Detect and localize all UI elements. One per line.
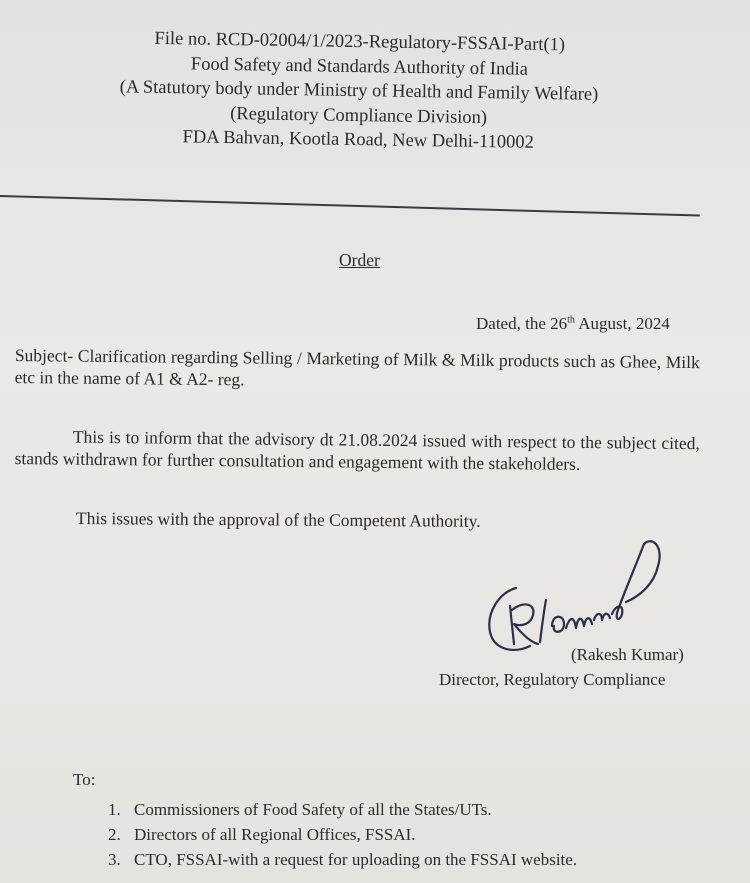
- list-text: CTO, FSSAI-with a request for uploading on the FSSAI website.: [134, 850, 578, 869]
- approval-line: This issues with the approval of the Competent Authority.: [75, 508, 481, 531]
- organization-name: Food Safety and Standards Authority of India: [190, 53, 529, 80]
- date-suffix: August, 2024: [574, 314, 670, 333]
- file-number: File no. RCD-02004/1/2023-Regulatory-FSSAI-Part(1): [154, 28, 566, 56]
- office-address: FDA Bahvan, Kootla Road, New Delhi-110002: [182, 127, 535, 153]
- signature-graphic: [478, 530, 678, 660]
- list-text: Commissioners of Food Safety of all the States/UTs.: [134, 800, 492, 819]
- order-paragraph: This is to inform that the advisory dt 21.08.2024 issued with respect to the subject cited, stands withdrawn for further consultation and engagement with the stakeholders.: [14, 426, 700, 474]
- distribution-list: [108, 797, 577, 872]
- letterhead: [98, 26, 620, 157]
- order-subject: Subject- Clarification regarding Selling / Marketing of Milk & Milk products such as Ghee, Milk etc in the name of A1 & A2- reg.: [14, 344, 700, 390]
- header-divider: [0, 195, 700, 216]
- signatory-name: (Rakesh Kumar): [571, 645, 684, 664]
- list-item: [108, 822, 577, 847]
- division-name: (Regulatory Compliance Division): [230, 103, 488, 128]
- list-number: 3.: [108, 850, 121, 869]
- list-number: 1.: [108, 800, 121, 819]
- order-title: Order: [339, 250, 380, 270]
- list-item: [108, 847, 577, 872]
- list-number: 2.: [108, 825, 121, 844]
- date-superscript: th: [567, 314, 575, 326]
- order-date: [476, 314, 670, 334]
- signatory-designation: Director, Regulatory Compliance: [439, 670, 666, 689]
- list-text: Directors of all Regional Offices, FSSAI.: [134, 825, 416, 844]
- list-item: [108, 797, 577, 822]
- statutory-note: (A Statutory body under Ministry of Health and Family Welfare): [119, 77, 599, 105]
- distribution-label: To:: [73, 770, 96, 789]
- date-prefix: Dated, the 26: [476, 314, 568, 333]
